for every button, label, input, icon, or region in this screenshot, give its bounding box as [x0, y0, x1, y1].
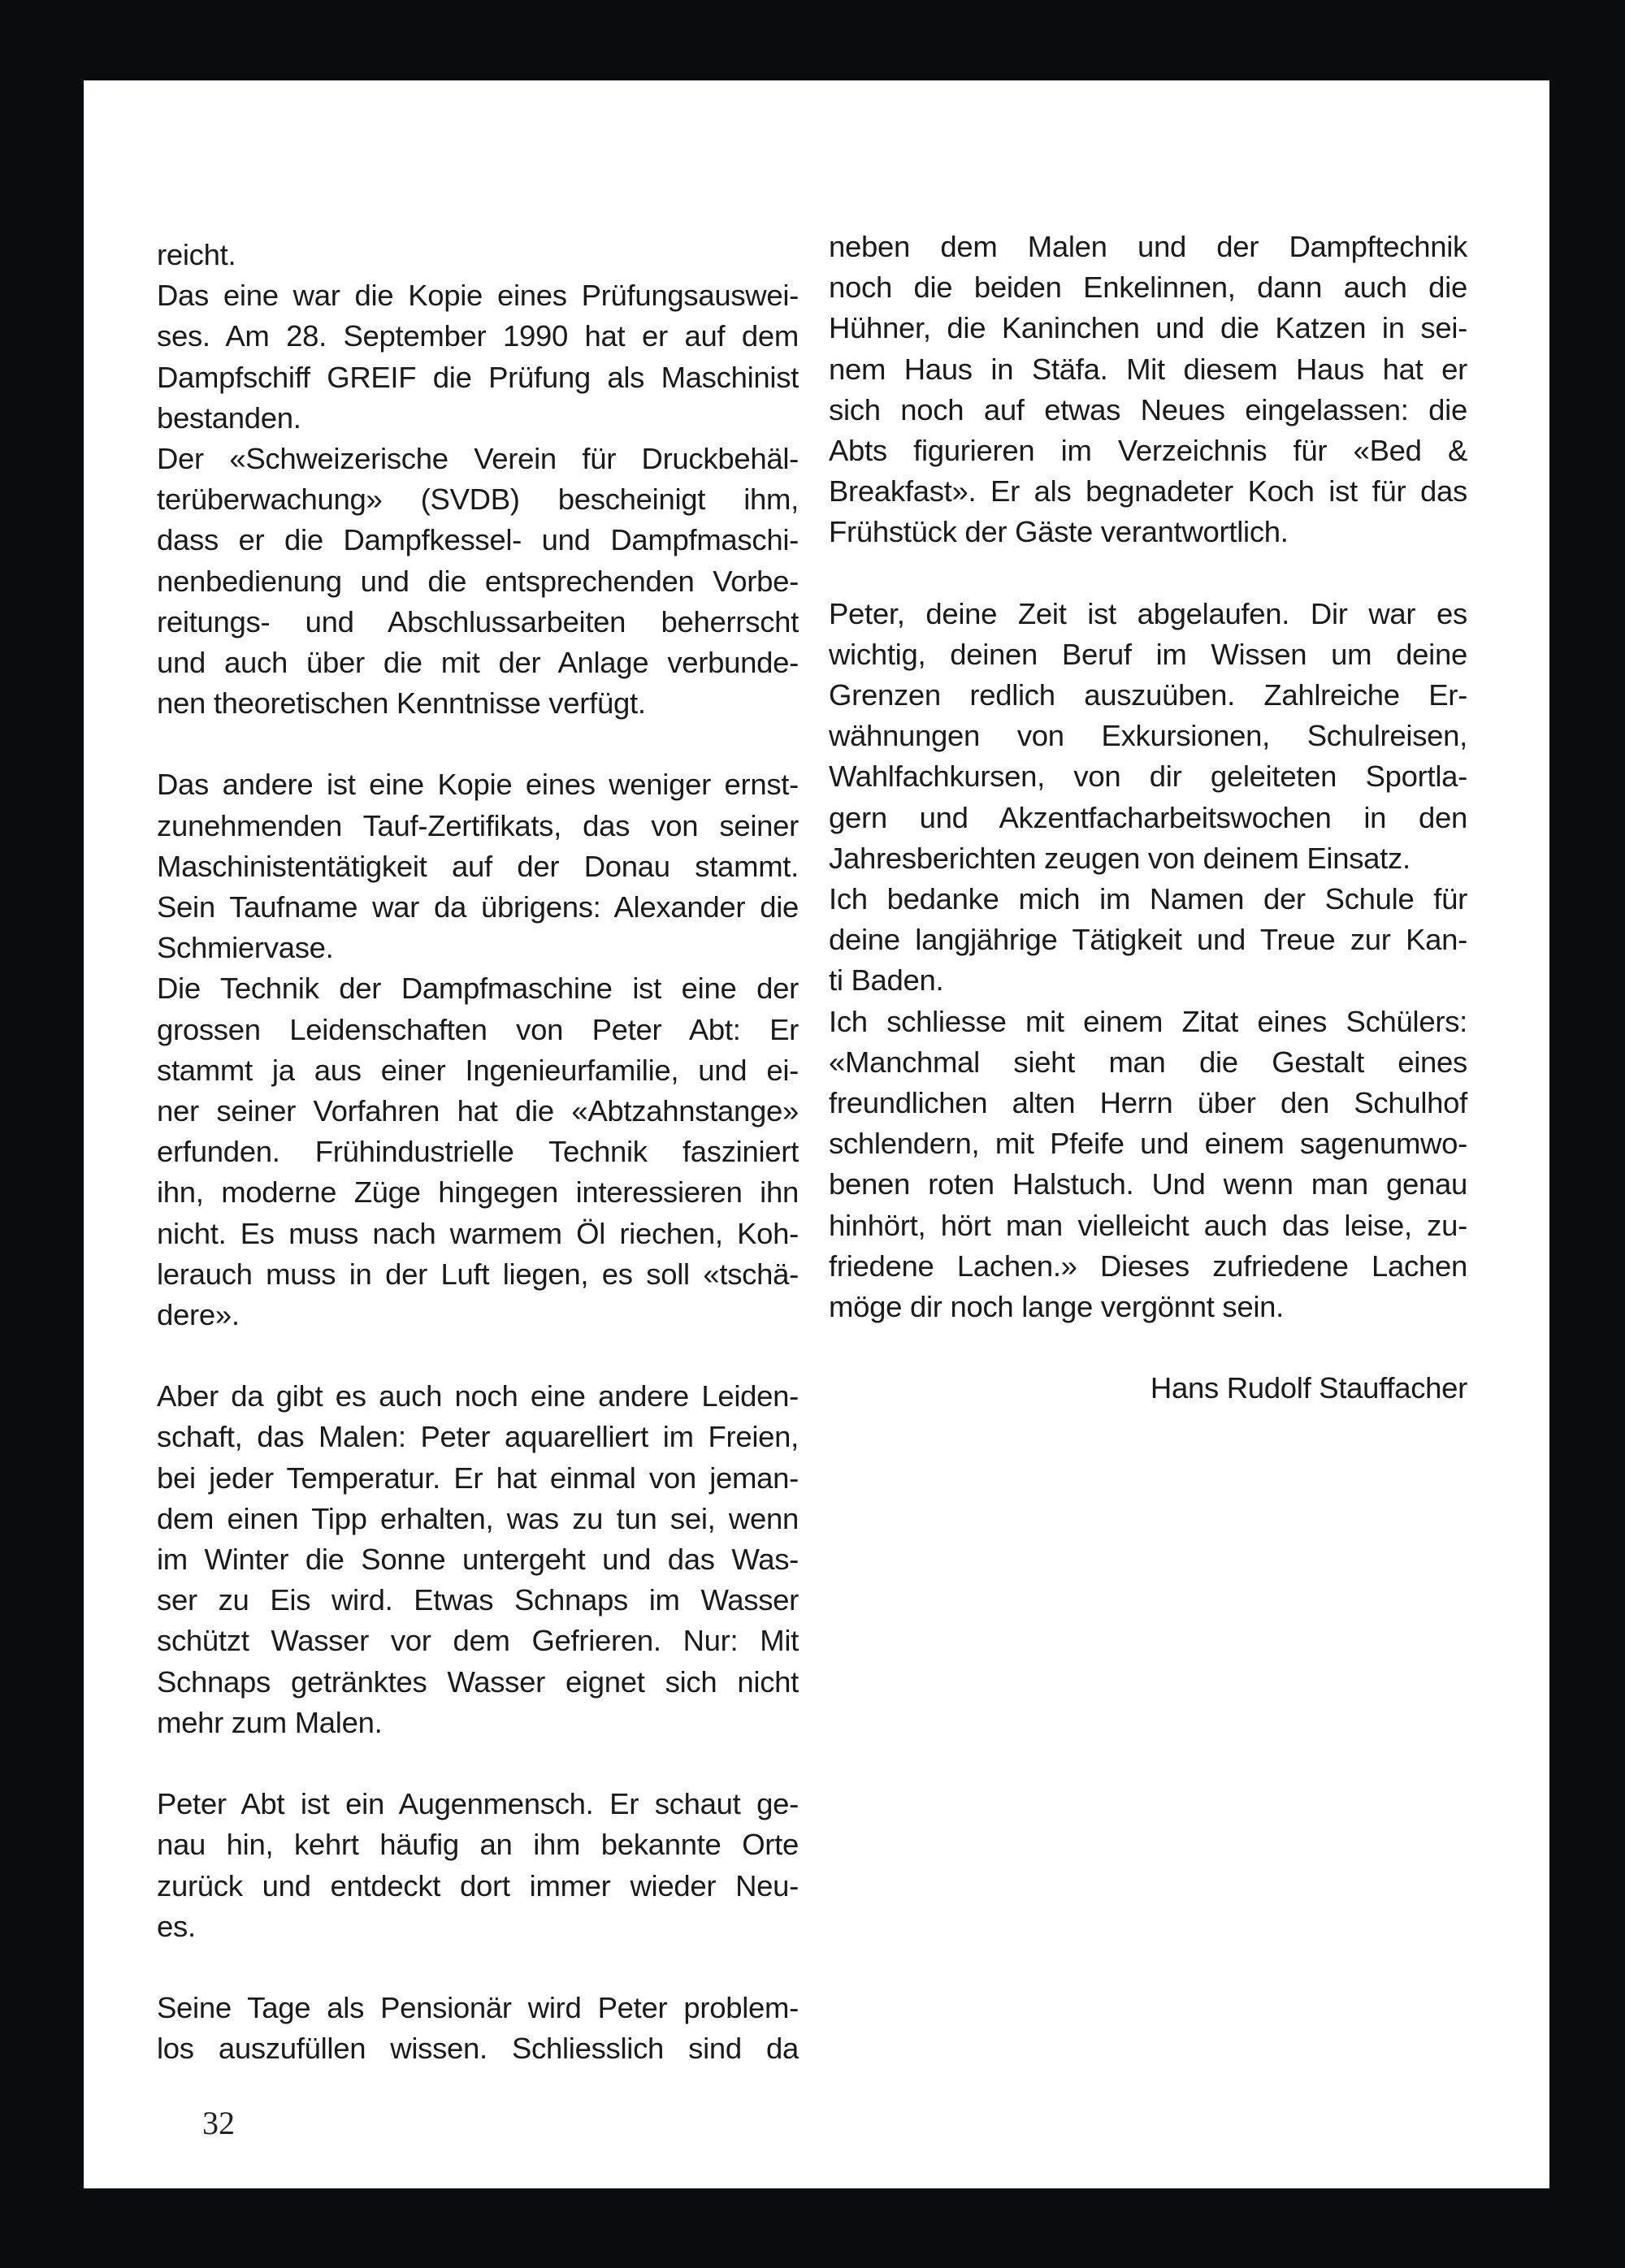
text-line: Maschinistentätigkeit auf der Donau stammt. — [157, 849, 799, 883]
text-line: grossen Leidenschaften von Peter Abt: Er — [157, 1012, 799, 1046]
text-line: nen theoretischen Kenntnisse verfügt. — [157, 686, 646, 721]
text-line: friedene Lachen.» Dieses zufriedene Lachen — [829, 1249, 1467, 1283]
text-line: dem einen Tipp erhalten, was zu tun sei, wenn — [157, 1501, 799, 1535]
text-line: bestanden. — [157, 400, 301, 435]
text-line: schützt Wasser vor dem Gefrieren. Nur: Mit — [157, 1624, 799, 1658]
text-line: dere». — [157, 1297, 240, 1331]
text-line: schlendern, mit Pfeife und einem sagenumwo- — [829, 1127, 1467, 1161]
paragraph-gap — [157, 724, 799, 764]
text-line: es. — [157, 1909, 196, 1943]
text-line: lerauch muss in der Luft liegen, es soll «tschä- — [157, 1257, 799, 1291]
text-line: nenbedienung und die entsprechenden Vorbe- — [157, 564, 799, 598]
text-line: stammt ja aus einer Ingenieurfamilie, und ei- — [157, 1053, 799, 1087]
text-line: Die Technik der Dampfmaschine ist eine der — [157, 972, 799, 1006]
paragraph-gap — [157, 1335, 799, 1376]
page-number: 32 — [202, 2105, 235, 2141]
text-line: sich noch auf etwas Neues eingelassen: die — [829, 392, 1467, 426]
text-line: hinhört, hört man vielleicht auch das leise, zu- — [829, 1208, 1467, 1242]
text-line: Jahresberichten zeugen von deinem Einsatz. — [829, 841, 1410, 875]
text-line: möge dir noch lange vergönnt sein. — [829, 1289, 1284, 1323]
text-line: Breakfast». Er als begnadeter Koch ist für das — [829, 474, 1467, 509]
text-line: Sein Taufname war da übrigens: Alexander die — [157, 890, 799, 924]
text-line: Wahlfachkursen, von dir geleiteten Sportla- — [829, 760, 1467, 794]
text-line: «Manchmal sieht man die Gestalt eines — [829, 1045, 1467, 1079]
text-line: Abts figurieren im Verzeichnis für «Bed & — [829, 433, 1467, 467]
paragraph-gap — [829, 553, 1467, 594]
text-line: zurück und entdeckt dort immer wieder Neu- — [157, 1868, 799, 1902]
text-line: Frühstück der Gäste verantwortlich. — [829, 515, 1289, 549]
text-line: Schnaps getränktes Wasser eignet sich nicht — [157, 1664, 799, 1699]
text-line: deine langjährige Tätigkeit und Treue zur Kan- — [829, 923, 1467, 957]
text-line: wähnungen von Exkursionen, Schulreisen, — [829, 719, 1467, 753]
author-signature: Hans Rudolf Stauffacher — [1150, 1371, 1467, 1405]
text-line: Aber da gibt es auch noch eine andere Leiden- — [157, 1379, 799, 1413]
text-line: bei jeder Temperatur. Er hat einmal von jeman- — [157, 1461, 799, 1495]
text-line: nem Haus in Stäfa. Mit diesem Haus hat er — [829, 352, 1467, 386]
text-line: Hühner, die Kaninchen und die Katzen in sei- — [829, 311, 1467, 345]
text-line: im Winter die Sonne untergeht und das Was- — [157, 1543, 799, 1576]
text-line: ser zu Eis wird. Etwas Schnaps im Wasser — [157, 1583, 799, 1617]
left-column-lines — [157, 80, 799, 2069]
text-line: Peter Abt ist ein Augenmensch. Er schaut ge- — [157, 1787, 799, 1821]
text-line: Das eine war die Kopie eines Prüfungsauswei- — [157, 279, 799, 313]
paragraph-gap — [157, 1743, 799, 1784]
text-line: freundlichen alten Herrn über den Schulhof — [829, 1085, 1467, 1119]
text-line: zunehmenden Tauf-Zertifikats, das von seiner — [157, 808, 799, 842]
text-line: benen roten Halstuch. Und wenn man genau — [829, 1167, 1467, 1201]
text-line: ses. Am 28. September 1990 hat er auf dem — [157, 319, 799, 353]
text-line: neben dem Malen und der Dampftechnik — [829, 230, 1467, 263]
text-line: noch die beiden Enkelinnen, dann auch die — [829, 271, 1467, 305]
text-line: wichtig, deinen Beruf im Wissen um deine — [829, 637, 1467, 671]
text-line: Peter, deine Zeit ist abgelaufen. Dir war es — [829, 596, 1467, 630]
text-line: ihn, moderne Züge hingegen interessieren ihn — [157, 1175, 799, 1210]
text-line: dass er die Dampfkessel- und Dampfmaschi- — [157, 523, 799, 557]
left-text-column — [157, 80, 799, 2069]
text-line: Ich schliesse mit einem Zitat eines Schülers: — [829, 1004, 1467, 1038]
text-line: nau hin, kehrt häufig an ihm bekannte Orte — [157, 1828, 799, 1862]
text-line: Seine Tage als Pensionär wird Peter problem- — [157, 1991, 799, 2025]
text-line: Der «Schweizerische Verein für Druckbehäl- — [157, 441, 799, 475]
text-line: ner seiner Vorfahren hat die «Abtzahnstange» — [157, 1093, 799, 1128]
text-line: Das andere ist eine Kopie eines weniger ernst- — [157, 768, 799, 802]
text-line: reicht. — [157, 238, 236, 271]
text-line: erfunden. Frühindustrielle Technik fasziniert — [157, 1135, 799, 1169]
text-line: Dampfschiff GREIF die Prüfung als Maschinist — [157, 360, 799, 394]
text-line: nicht. Es muss nach warmem Öl riechen, Koh- — [157, 1216, 799, 1250]
text-line: gern und Akzentfacharbeitswochen in den — [829, 800, 1467, 834]
text-line: los auszufüllen wissen. Schliesslich sind da — [157, 2032, 799, 2066]
right-text-column — [829, 80, 1467, 1409]
text-line: reitungs- und Abschlussarbeiten beherrscht — [157, 604, 799, 638]
text-line: terüberwachung» (SVDB) bescheinigt ihm, — [157, 483, 799, 517]
right-column-lines — [829, 80, 1467, 1409]
text-line: Schmiervase. — [157, 931, 334, 965]
text-line: und auch über die mit der Anlage verbunde- — [157, 645, 799, 679]
text-line: Grenzen redlich auszuüben. Zahlreiche Er- — [829, 678, 1467, 712]
document-page — [84, 80, 1549, 2188]
text-line: schaft, das Malen: Peter aquarelliert im Freien, — [157, 1420, 799, 1454]
paragraph-gap — [829, 1327, 1467, 1368]
text-line: Ich bedanke mich im Namen der Schule für — [829, 882, 1467, 915]
text-line: mehr zum Malen. — [157, 1705, 383, 1739]
paragraph-gap — [157, 1947, 799, 1988]
text-line: ti Baden. — [829, 963, 944, 998]
